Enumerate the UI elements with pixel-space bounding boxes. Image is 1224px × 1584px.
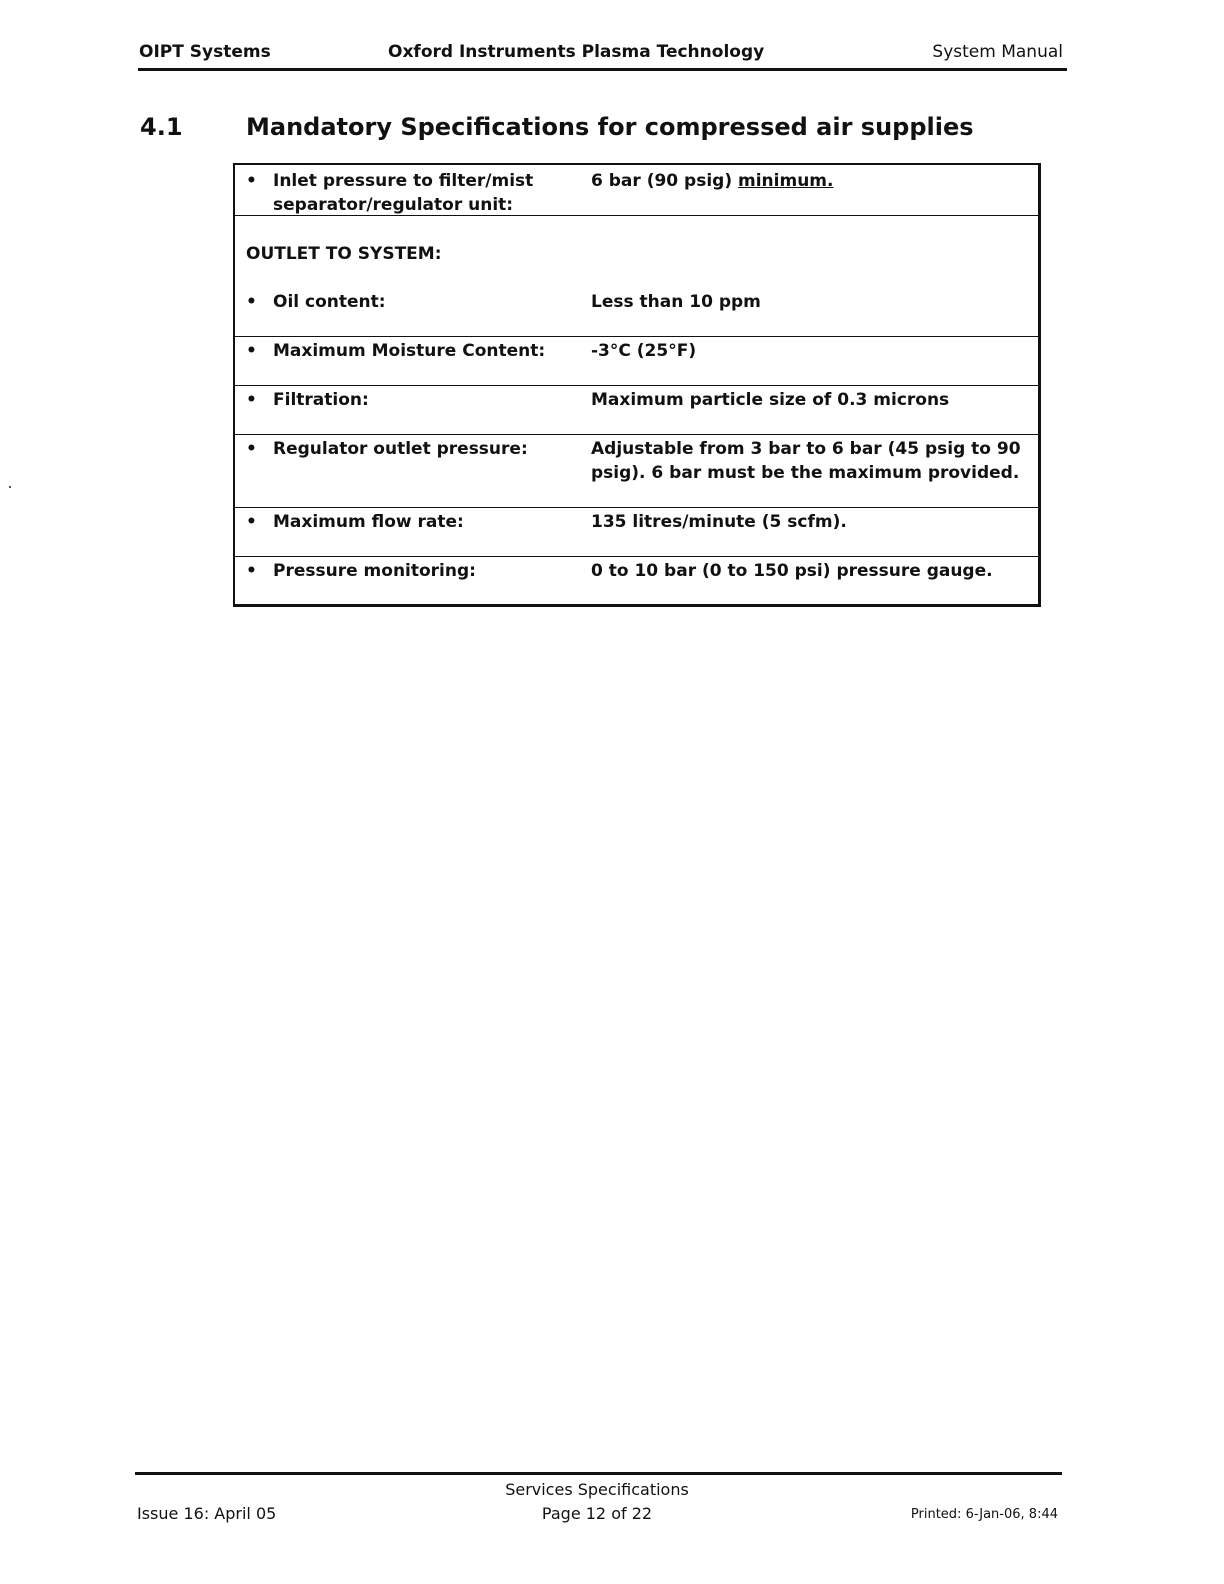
spec-value: Adjustable from 3 bar to 6 bar (45 psig to 90 psig). 6 bar must be the maximum provided. [591, 439, 1021, 483]
spec-label: Maximum Moisture Content: [273, 341, 546, 361]
footer-page-number: Page 12 of 22 [541, 1504, 653, 1523]
spec-value: Maximum particle size of 0.3 microns [591, 390, 950, 410]
spec-value [591, 169, 1031, 193]
spec-value: -3°C (25°F) [591, 341, 697, 361]
bullet-icon: • [246, 390, 257, 410]
bullet-icon: • [246, 512, 257, 532]
spec-label: Inlet pressure to filter/mist separator/regulator unit: [273, 171, 534, 215]
section-number: 4.1 [140, 113, 183, 141]
spec-label: Oil content: [273, 292, 386, 312]
spec-label: Pressure monitoring: [273, 561, 476, 581]
spec-value: Less than 10 ppm [591, 292, 761, 312]
bullet-icon: • [246, 561, 257, 581]
table-row [235, 337, 1038, 386]
section-title: Mandatory Specifications for compressed air supplies [246, 113, 974, 141]
header-organization: Oxford Instruments Plasma Technology [388, 42, 765, 62]
spec-value: 135 litres/minute (5 scfm). [591, 512, 847, 532]
bullet-icon: • [246, 439, 257, 459]
page-header [138, 40, 1067, 71]
spec-label: Filtration: [273, 390, 369, 410]
footer-rule [135, 1472, 1062, 1475]
table-row [235, 216, 1038, 337]
spec-value: 0 to 10 bar (0 to 150 psi) pressure gauge. [591, 561, 993, 581]
bullet-icon: • [246, 341, 257, 361]
footer-section-name: Services Specifications [505, 1480, 689, 1499]
footer-issue: Issue 16: April 05 [137, 1504, 277, 1523]
table-row [235, 557, 1038, 604]
header-document-type: System Manual [932, 42, 1063, 62]
table-row [235, 386, 1038, 435]
spec-label: Maximum flow rate: [273, 512, 464, 532]
table-row [235, 435, 1038, 508]
table-row [235, 165, 1038, 216]
scan-artifact [9, 486, 11, 488]
spec-value-underlined: minimum. [738, 171, 834, 191]
bullet-icon: • [246, 292, 257, 312]
table-row [235, 508, 1038, 557]
header-company: OIPT Systems [139, 42, 271, 62]
footer-printed-date: Printed: 6-Jan-06, 8:44 [910, 1507, 1058, 1522]
spec-label: Regulator outlet pressure: [273, 439, 528, 459]
outlet-heading: OUTLET TO SYSTEM: [246, 244, 442, 264]
spec-table [233, 163, 1041, 607]
spec-value-main: 6 bar (90 psig) [591, 171, 733, 191]
bullet-icon: • [246, 171, 257, 191]
